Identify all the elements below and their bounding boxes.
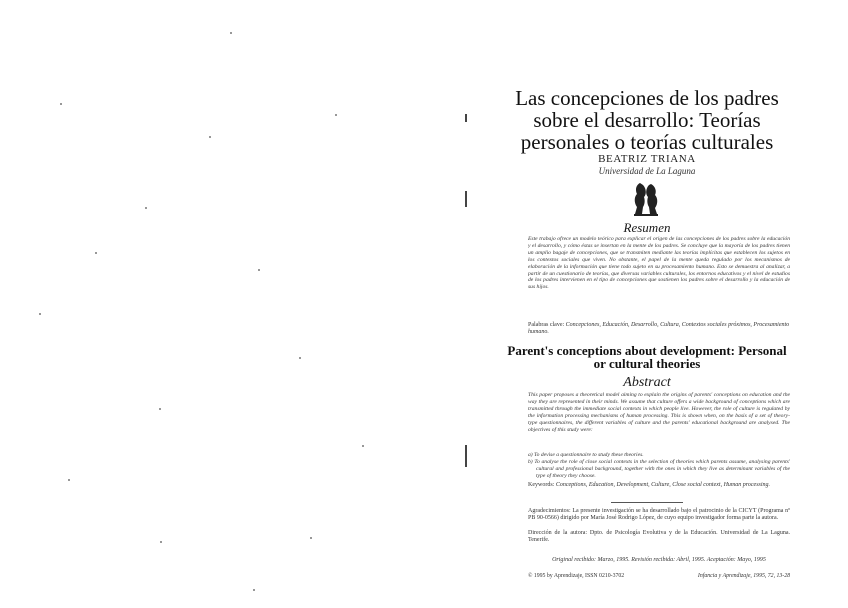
scan-speck [60, 103, 62, 105]
footnote-divider [611, 502, 683, 503]
keywords-value: Conceptions, Education, Development, Culture, Close social context, Human processing. [555, 482, 771, 488]
keywords-spanish [528, 322, 790, 336]
abstract-heading: Abstract [623, 375, 671, 390]
english-title-line: Parent's conceptions about development: Personal [507, 343, 787, 358]
scan-speck [253, 589, 255, 591]
publisher-logo-icon [631, 180, 661, 216]
english-title [505, 344, 789, 370]
abstract-objectives [528, 452, 790, 480]
scan-speck [39, 313, 41, 315]
scan-speck [299, 357, 301, 359]
title-line: Las concepciones de los padres [515, 86, 779, 110]
resumen-body: Este trabajo ofrece un modelo teórico para explicar el origen de las concepciones de los padres sobre la educación y el desarrollo, y cómo éstas se insertan en la mente de los padres. Se concluye que la mayoría de los padres tienen un amplio bagaje de concepciones, que se transmiten mediante las teorías implícitas que establecen los sujetos en los contextos sociales que viven. No obstante, el papel de la mente queda regulado por los mecanismos de elaboración de la información que tiene todo sujeto en su procesamiento humano. Esto se demuestra al analizar, a partir de un cuestionario de teorías, que diversas variables culturales, los entornos educativos y el nivel de estudios de los padres intervienen en el tipo de concepciones que sostienen los padres sobre el desarrollo y la educación de sus hijos. [528, 236, 790, 291]
scan-speck [335, 114, 337, 116]
scan-speck [159, 408, 161, 410]
binding-mark [465, 445, 467, 467]
scan-speck [209, 136, 211, 138]
scan-speck [145, 207, 147, 209]
scan-speck [362, 445, 364, 447]
keywords-label: Palabras clave: [528, 322, 565, 328]
english-title-line: or cultural theories [593, 356, 701, 371]
submission-dates: Original recibido: Marzo, 1995. Revisión recibida: Abril, 1995. Aceptación: Mayo, 1995 [552, 557, 766, 563]
scan-speck [258, 269, 260, 271]
scan-speck [68, 479, 70, 481]
acknowledgement-note: Agradecimientos: La presente investigación se ha desarrollado bajo el patrocinio de la CICYT (Programa nº PB 90-0566) dirigido por María José Rodrigo López, de cuyo equipo investigador forma parte la autora. [528, 508, 790, 521]
title-line: personales o teorías culturales [520, 130, 774, 154]
objective-item: b) To analyse the role of close social contexts in the selection of theories which parents assume, analysing parents' cultural and professional background, together with the ones in which they live as determinant variables of the type of theory they choose. [528, 458, 790, 479]
scan-speck [95, 252, 97, 254]
binding-mark [465, 114, 467, 122]
keywords-english [528, 482, 790, 489]
article-title [505, 87, 789, 153]
journal-citation: Infancia y Aprendizaje, 1995, 72, 13-28 [697, 573, 790, 579]
copyright-notice: © 1995 by Aprendizaje, ISSN 0210-3702 [528, 573, 625, 579]
keywords-value: Concepciones, Educación, Desarrollo, Cultura, Contextos sociales próximos, Procesamiento humano. [528, 322, 790, 336]
author-name: BEATRIZ TRIANA [598, 153, 696, 165]
author-address-note: Dirección de la autora: Dpto. de Psicología Evolutiva y de la Educación. Universidad de La Laguna. Tenerife. [528, 530, 790, 543]
scan-speck [160, 541, 162, 543]
author-affiliation: Universidad de La Laguna [598, 166, 696, 176]
binding-mark [465, 191, 467, 207]
resumen-heading: Resumen [623, 220, 671, 235]
scan-speck [310, 537, 312, 539]
keywords-label: Keywords: [528, 482, 555, 488]
abstract-body: This paper proposes a theoretical model aiming to explain the origins of parents' conceptions on education and the way they are represented in their minds. We assume that culture offers a wide background of conceptions which are transmitted through the immediate social contexts in which people live. However, the role of culture is regulated by the information processing mechanisms of human processing. This is shown when, on the basis of a set of theory-type questionnaires, the different variables of culture and the parents' educational background are analysed. The objectives of this study were: [528, 392, 790, 433]
scan-speck [230, 32, 232, 34]
title-line: sobre el desarrollo: Teorías [533, 108, 761, 132]
objective-item: a) To devise a questionnaire to study these theories. [528, 452, 644, 458]
